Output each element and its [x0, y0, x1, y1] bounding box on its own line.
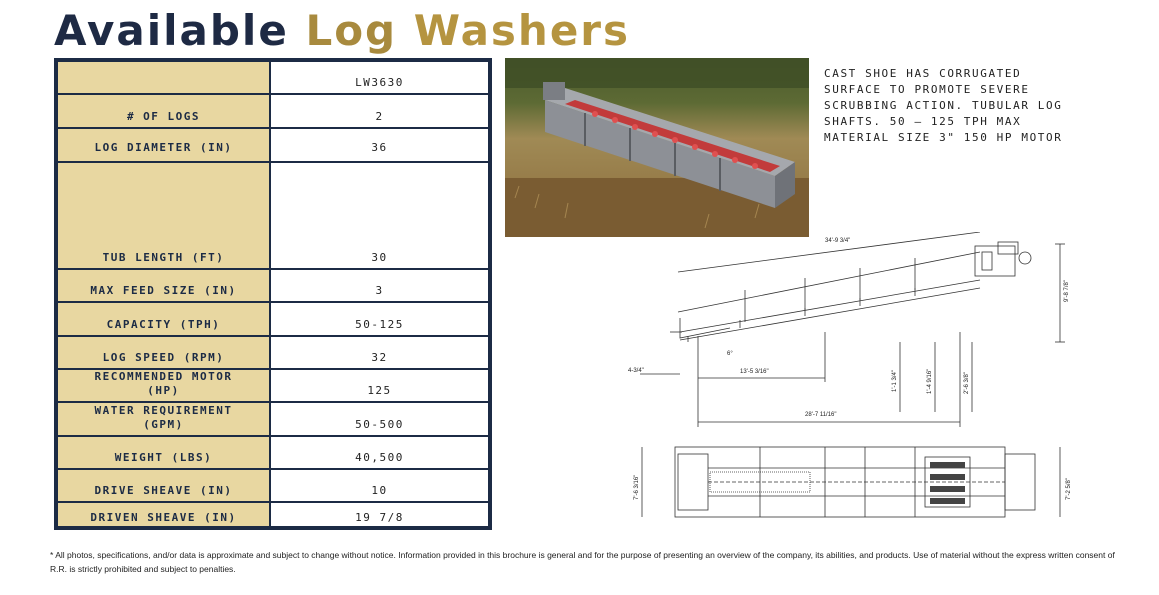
spec-table — [54, 58, 492, 530]
technical-drawing — [620, 232, 1080, 532]
table-row — [58, 337, 488, 370]
header-label-cell — [58, 62, 269, 95]
table-row — [58, 370, 488, 403]
row-value: 3 — [375, 284, 384, 297]
dim-top: 34'-9 3/4" — [825, 238, 851, 244]
page-title — [54, 6, 630, 56]
disclaimer-footer: * All photos, specifications, and/or data is approximate and subject to change without notice. Information provided in this brochure is general and for the purpose of presenting an overview of the company, its abilities, and products. Use of material without the express written consent of R.R. is strictly prohibited and subject to penalties. — [50, 550, 1115, 574]
row-value: 40,500 — [355, 451, 404, 464]
table-row — [58, 163, 488, 270]
table-row — [58, 503, 488, 526]
row-value: 30 — [371, 251, 388, 264]
dim-right: 9'-8 7/8" — [1064, 280, 1070, 302]
table-row — [58, 437, 488, 470]
row-label: RECOMMENDED MOTOR (HP) — [94, 370, 233, 397]
dim-bottom: 28'-7 11/16" — [805, 412, 837, 418]
dim-plan-right: 7'-2 5/8" — [1066, 478, 1072, 500]
row-value: 19 7/8 — [355, 511, 404, 524]
model-name: LW3630 — [355, 76, 404, 89]
row-value: 50-500 — [355, 418, 404, 431]
table-row — [58, 470, 488, 503]
dim-v1: 1'-1 3/4" — [892, 370, 898, 392]
table-row — [58, 403, 488, 437]
row-label: CAPACITY (TPH) — [106, 318, 221, 331]
dim-angle: 6° — [727, 351, 733, 357]
dim-left: 4-3/4" — [628, 368, 644, 374]
table-row — [58, 129, 488, 163]
row-value: 36 — [371, 141, 388, 154]
title-word-log: Log — [305, 6, 398, 55]
row-label: MAX FEED SIZE (IN) — [90, 284, 237, 297]
product-description: CAST SHOE HAS CORRUGATED SURFACE TO PROMOTE SEVERE SCRUBBING ACTION. TUBULAR LOG SHAFTS. 50 – 125 TPH MAX MATERIAL SIZE 3" 150 HP MOTOR — [824, 67, 1063, 144]
row-label: TUB LENGTH (FT) — [102, 251, 225, 264]
dim-v2: 1'-4 9/16" — [927, 368, 933, 394]
row-label: LOG SPEED (RPM) — [102, 351, 225, 364]
table-row — [58, 270, 488, 303]
row-value: 125 — [367, 384, 392, 397]
row-value: 2 — [375, 110, 384, 123]
table-row — [58, 303, 488, 337]
dim-v3: 2'-6 3/8" — [964, 372, 970, 394]
row-value: 32 — [371, 351, 388, 364]
row-label: LOG DIAMETER (IN) — [94, 141, 233, 154]
row-value: 10 — [371, 484, 388, 497]
table-header-row — [58, 62, 488, 95]
row-label: DRIVE SHEAVE (IN) — [94, 484, 233, 497]
dim-mid: 13'-5 3/16" — [740, 369, 769, 375]
row-label: DRIVEN SHEAVE (IN) — [90, 511, 237, 524]
title-word-available: Available — [54, 6, 289, 55]
title-word-washers: Washers — [413, 6, 631, 55]
row-label: WATER REQUIREMENT (GPM) — [94, 404, 233, 431]
table-row — [58, 95, 488, 129]
log-washer-photo — [505, 58, 809, 237]
row-label: WEIGHT (LBS) — [114, 451, 213, 464]
header-model-cell — [269, 62, 488, 95]
row-value: 50-125 — [355, 318, 404, 331]
row-label: # OF LOGS — [126, 110, 201, 123]
dim-plan-left: 7'-6 3/16" — [634, 474, 640, 500]
